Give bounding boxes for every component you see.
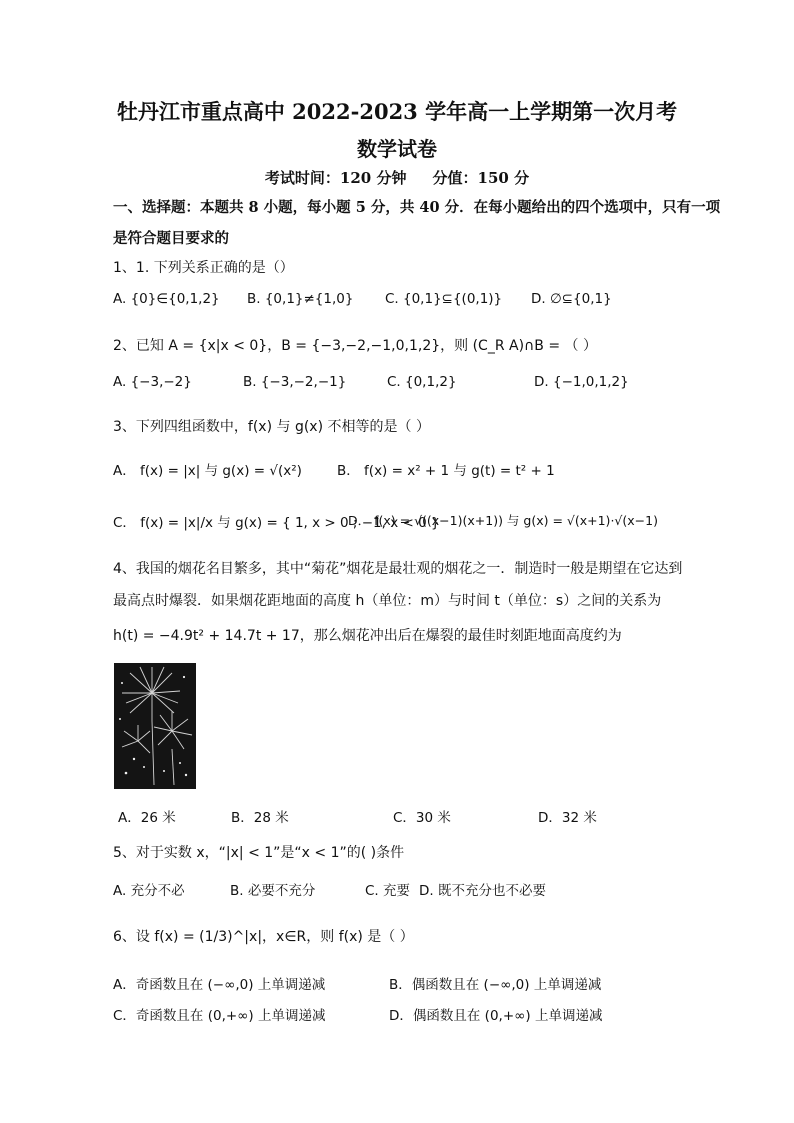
q2-option-c: C. {0,1,2} xyxy=(387,374,457,390)
q5-option-d: D. 既不充分也不必要 xyxy=(419,883,546,899)
section-heading-line1: 一、选择题：本题共 8 小题，每小题 5 分，共 40 分．在每小题给出的四个选项中，只有一项 xyxy=(113,199,721,216)
q6-stem: 6、设 f(x) = (1/3)^|x|，x∈R，则 f(x) 是（ ） xyxy=(113,929,414,945)
q3-option-d: D． f(x) = √((x−1)(x+1)) 与 g(x) = √(x+1)·√(x−1) xyxy=(348,513,658,528)
q6-option-b: B．偶函数且在 (−∞,0) 上单调递减 xyxy=(389,977,602,993)
q6-option-a: A．奇函数且在 (−∞,0) 上单调递减 xyxy=(113,977,326,993)
firework-photo xyxy=(114,663,196,789)
q3-option-c: C． f(x) = |x|/x 与 g(x) = { 1, x > 0 ; −1, x < 0 } xyxy=(113,515,440,531)
q1-option-c: C. {0,1}⊆{(0,1)} xyxy=(385,291,503,307)
q1-option-b: B. {0,1}≠{1,0} xyxy=(247,291,354,307)
page-title: 牡丹江市重点高中 2022-2023 学年高一上学期第一次月考 xyxy=(116,99,678,124)
firework-drawing xyxy=(114,663,196,789)
q4-option-d: D．32 米 xyxy=(538,810,597,826)
q5-option-a: A. 充分不必 xyxy=(113,883,185,899)
q4-option-b: B．28 米 xyxy=(231,810,289,826)
q6-option-c: C．奇函数且在 (0,+∞) 上单调递减 xyxy=(113,1008,326,1024)
q3-option-a: A． f(x) = |x| 与 g(x) = √(x²) xyxy=(113,463,302,479)
q4-option-a: A．26 米 xyxy=(118,810,176,826)
q1-option-d: D. ∅⊆{0,1} xyxy=(531,291,612,307)
q2-option-b: B. {−3,−2,−1} xyxy=(243,374,347,390)
q5-stem: 5、对于实数 x，“|x| < 1”是“x < 1”的( )条件 xyxy=(113,845,405,861)
q1-option-a: A. {0}∈{0,1,2} xyxy=(113,291,220,307)
q4-line1: 4、我国的烟花名目繁多，其中“菊花”烟花是最壮观的烟花之一．制造时一般是期望在它达到 xyxy=(113,561,683,577)
q2-stem: 2、已知 A = {x|x < 0}，B = {−3,−2,−1,0,1,2}，则 (C_R A)∩B = （ ） xyxy=(113,338,597,354)
page-subtitle: 数学试卷 xyxy=(357,137,437,161)
q1-stem: 1、1. 下列关系正确的是（） xyxy=(113,260,294,276)
q5-option-c: C. 充要 xyxy=(365,883,411,899)
q5-option-b: B. 必要不充分 xyxy=(230,883,316,899)
q2-option-d: D. {−1,0,1,2} xyxy=(534,374,629,390)
q4-line3: h(t) = −4.9t² + 14.7t + 17，那么烟花冲出后在爆裂的最佳时刻距地面高度约为 xyxy=(113,628,622,644)
q6-option-d: D．偶函数且在 (0,+∞) 上单调递减 xyxy=(389,1008,603,1024)
section-heading-line2: 是符合题目要求的 xyxy=(113,230,229,247)
q2-option-a: A. {−3,−2} xyxy=(113,374,192,390)
q4-line2: 最高点时爆裂．如果烟花距地面的高度 h（单位：m）与时间 t（单位：s）之间的关系为 xyxy=(113,593,662,609)
q3-stem: 3、下列四组函数中，f(x) 与 g(x) 不相等的是（ ） xyxy=(113,419,430,435)
q3-option-b: B． f(x) = x² + 1 与 g(t) = t² + 1 xyxy=(337,463,555,479)
exam-info: 考试时间：120 分钟 分值：150 分 xyxy=(264,169,530,187)
q4-option-c: C．30 米 xyxy=(393,810,451,826)
